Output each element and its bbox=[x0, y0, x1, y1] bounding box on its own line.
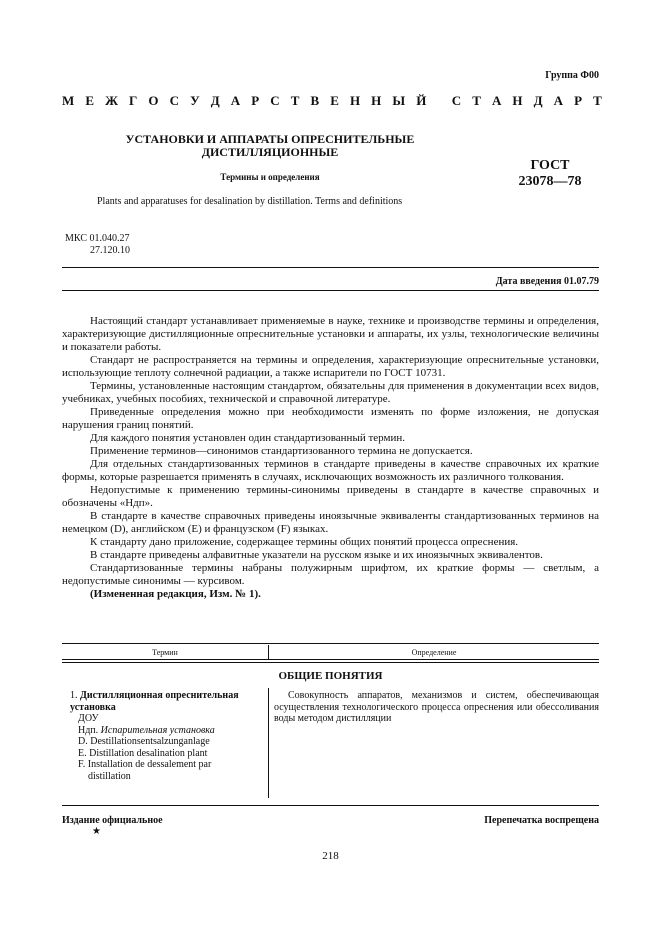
banner-letter: О bbox=[148, 93, 159, 108]
intro-paragraph: Для каждого понятия установлен один стандартизованный термин. bbox=[90, 432, 405, 444]
banner-letter: Е bbox=[85, 93, 95, 108]
banner-letter: А bbox=[230, 93, 241, 108]
column-term-header: Термин bbox=[62, 645, 269, 659]
term-german: D. Destillationsentsalzunganlage bbox=[78, 736, 210, 747]
mks-line-1: МКС 01.040.27 bbox=[65, 233, 130, 244]
standard-banner bbox=[62, 93, 602, 109]
intro-paragraph: В стандарте приведены алфавитные указатели на русском языке и их иноязычных эквивалентов. bbox=[90, 549, 543, 561]
gost-designation bbox=[510, 158, 590, 190]
banner-letter: Т bbox=[593, 93, 602, 108]
amendment-note: (Измененная редакция, Изм. № 1). bbox=[90, 588, 261, 600]
term-definition: Совокупность аппаратов, механизмов и систем, обеспечивающая осуществления технологического процесса опреснения или обессоливания воды методом дистилляции bbox=[274, 690, 599, 724]
banner-letter: Г bbox=[129, 93, 138, 108]
intro-paragraph: Стандартизованные термины набраны полужирным шрифтом, их краткие формы — светлым, а недопустимые синонимы — курсивом. bbox=[62, 562, 599, 587]
banner-letter: С bbox=[270, 93, 280, 108]
table-header-rule bbox=[62, 662, 599, 663]
term-heading bbox=[70, 690, 266, 713]
term-entry bbox=[70, 690, 266, 782]
banner-letter: Н bbox=[512, 93, 523, 108]
banner-letter: С bbox=[169, 93, 179, 108]
table-column-divider bbox=[268, 688, 269, 798]
effective-date bbox=[496, 276, 599, 287]
group-code: Группа Ф00 bbox=[545, 70, 599, 81]
banner-letter: Й bbox=[416, 93, 427, 108]
term-number: 1. bbox=[70, 690, 78, 701]
english-title: Plants and apparatuses for desalination by distillation. Terms and definitions bbox=[97, 196, 403, 207]
intro-paragraph: Применение терминов—синонимов стандартизованного термина не допускается. bbox=[90, 445, 473, 457]
banner-letter: Т bbox=[472, 93, 481, 108]
intro-paragraph: Настоящий стандарт устанавливает применяемые в науке, технике и производстве термины и определения, характеризующие дистилляционные опреснительные установки и аппараты, их узлы, технологические величины и показатели работы. bbox=[62, 315, 599, 353]
banner-letter: Д bbox=[210, 93, 220, 108]
section-title: ОБЩИЕ ПОНЯТИЯ bbox=[278, 670, 383, 682]
banner-letter: А bbox=[491, 93, 502, 108]
gost-label: ГОСТ bbox=[530, 158, 570, 173]
date-divider bbox=[62, 290, 599, 291]
star-icon: ★ bbox=[92, 826, 101, 837]
gost-number: 23078—78 bbox=[518, 174, 582, 189]
intro-text bbox=[62, 315, 599, 601]
date-label: Дата введения bbox=[495, 276, 562, 287]
ndp-label: Ндп. bbox=[78, 724, 99, 736]
intro-paragraph: В стандарте в качестве справочных приведены иноязычные эквиваленты стандартизованных терминов на немецком (D), английском (E) и французском (F) языках. bbox=[62, 510, 599, 535]
banner-letter: Ж bbox=[105, 93, 118, 108]
intro-paragraph: Приведенные определения можно при необходимости изменять по форме изложения, не допуская нарушения границ понятий. bbox=[62, 406, 599, 431]
banner-letter: Р bbox=[251, 93, 260, 108]
footer-rule bbox=[62, 805, 599, 806]
term-ndp bbox=[70, 725, 266, 737]
term-short-form: ДОУ bbox=[78, 713, 99, 724]
column-definition-header: Определение bbox=[411, 648, 457, 657]
header-divider bbox=[62, 267, 599, 268]
term-french-line-1: F. Installation de dessalement par bbox=[78, 759, 212, 770]
banner-letter: Н bbox=[349, 93, 361, 108]
banner-letter: А bbox=[553, 93, 564, 108]
table-header bbox=[62, 645, 599, 660]
table-top-rule bbox=[62, 643, 599, 644]
intro-paragraph: Термины, установленные настоящим стандартом, обязательны для применения в документации всех видов, учебниках, учебных пособиях, технической и справочной литературе. bbox=[62, 380, 599, 405]
banner-letter bbox=[437, 93, 440, 109]
mks-codes bbox=[65, 233, 130, 257]
banner-letter: Р bbox=[574, 93, 583, 108]
banner-letter: Н bbox=[371, 93, 382, 108]
banner-letter: Ы bbox=[392, 93, 406, 108]
reprint-prohibited: Перепечатка воспрещена bbox=[484, 815, 599, 826]
intro-paragraph: К стандарту дано приложение, содержащее термины общих понятий процесса опреснения. bbox=[90, 536, 519, 548]
banner-letter: С bbox=[451, 93, 462, 108]
date-value: 01.07.79 bbox=[564, 276, 599, 287]
banner-letter: У bbox=[190, 93, 200, 108]
official-edition: Издание официальное bbox=[62, 815, 163, 826]
term-french-line-2: distillation bbox=[88, 770, 131, 782]
page-number: 218 bbox=[322, 850, 339, 862]
banner-letter: В bbox=[310, 93, 320, 108]
title-line-2: ДИСТИЛЛЯЦИОННЫЕ bbox=[201, 145, 339, 159]
title-line-1: УСТАНОВКИ И АППАРАТЫ ОПРЕСНИТЕЛЬНЫЕ bbox=[125, 132, 415, 146]
banner-letter: Е bbox=[330, 93, 339, 108]
intro-paragraph: Стандарт не распространяется на термины и определения, характеризующие опреснительные установки, использующие теплоту солнечной радиации, а также испарители по ГОСТ 10731. bbox=[62, 354, 599, 379]
banner-letter: М bbox=[62, 93, 75, 108]
term-english: E. Distillation desalination plant bbox=[78, 747, 208, 759]
banner-letter: Т bbox=[290, 93, 300, 108]
document-title bbox=[120, 133, 420, 159]
ndp-term: Испарительная установка bbox=[100, 724, 215, 736]
banner-letter: Д bbox=[533, 93, 543, 108]
mks-line-2: 27.120.10 bbox=[90, 245, 130, 256]
intro-paragraph: Для отдельных стандартизованных терминов в стандарте приведены в качестве справочных их краткие формы, которые разрешается применять в случаях, исключающих возможность их различного толкования. bbox=[62, 458, 599, 483]
document-subtitle: Термины и определения bbox=[220, 172, 320, 182]
term-name: Дистилляционная опреснительная установка bbox=[70, 690, 239, 713]
intro-paragraph: Недопустимые к применению термины-синонимы приведены в стандарте в качестве справочных и обозначены «Ндп». bbox=[62, 484, 599, 509]
